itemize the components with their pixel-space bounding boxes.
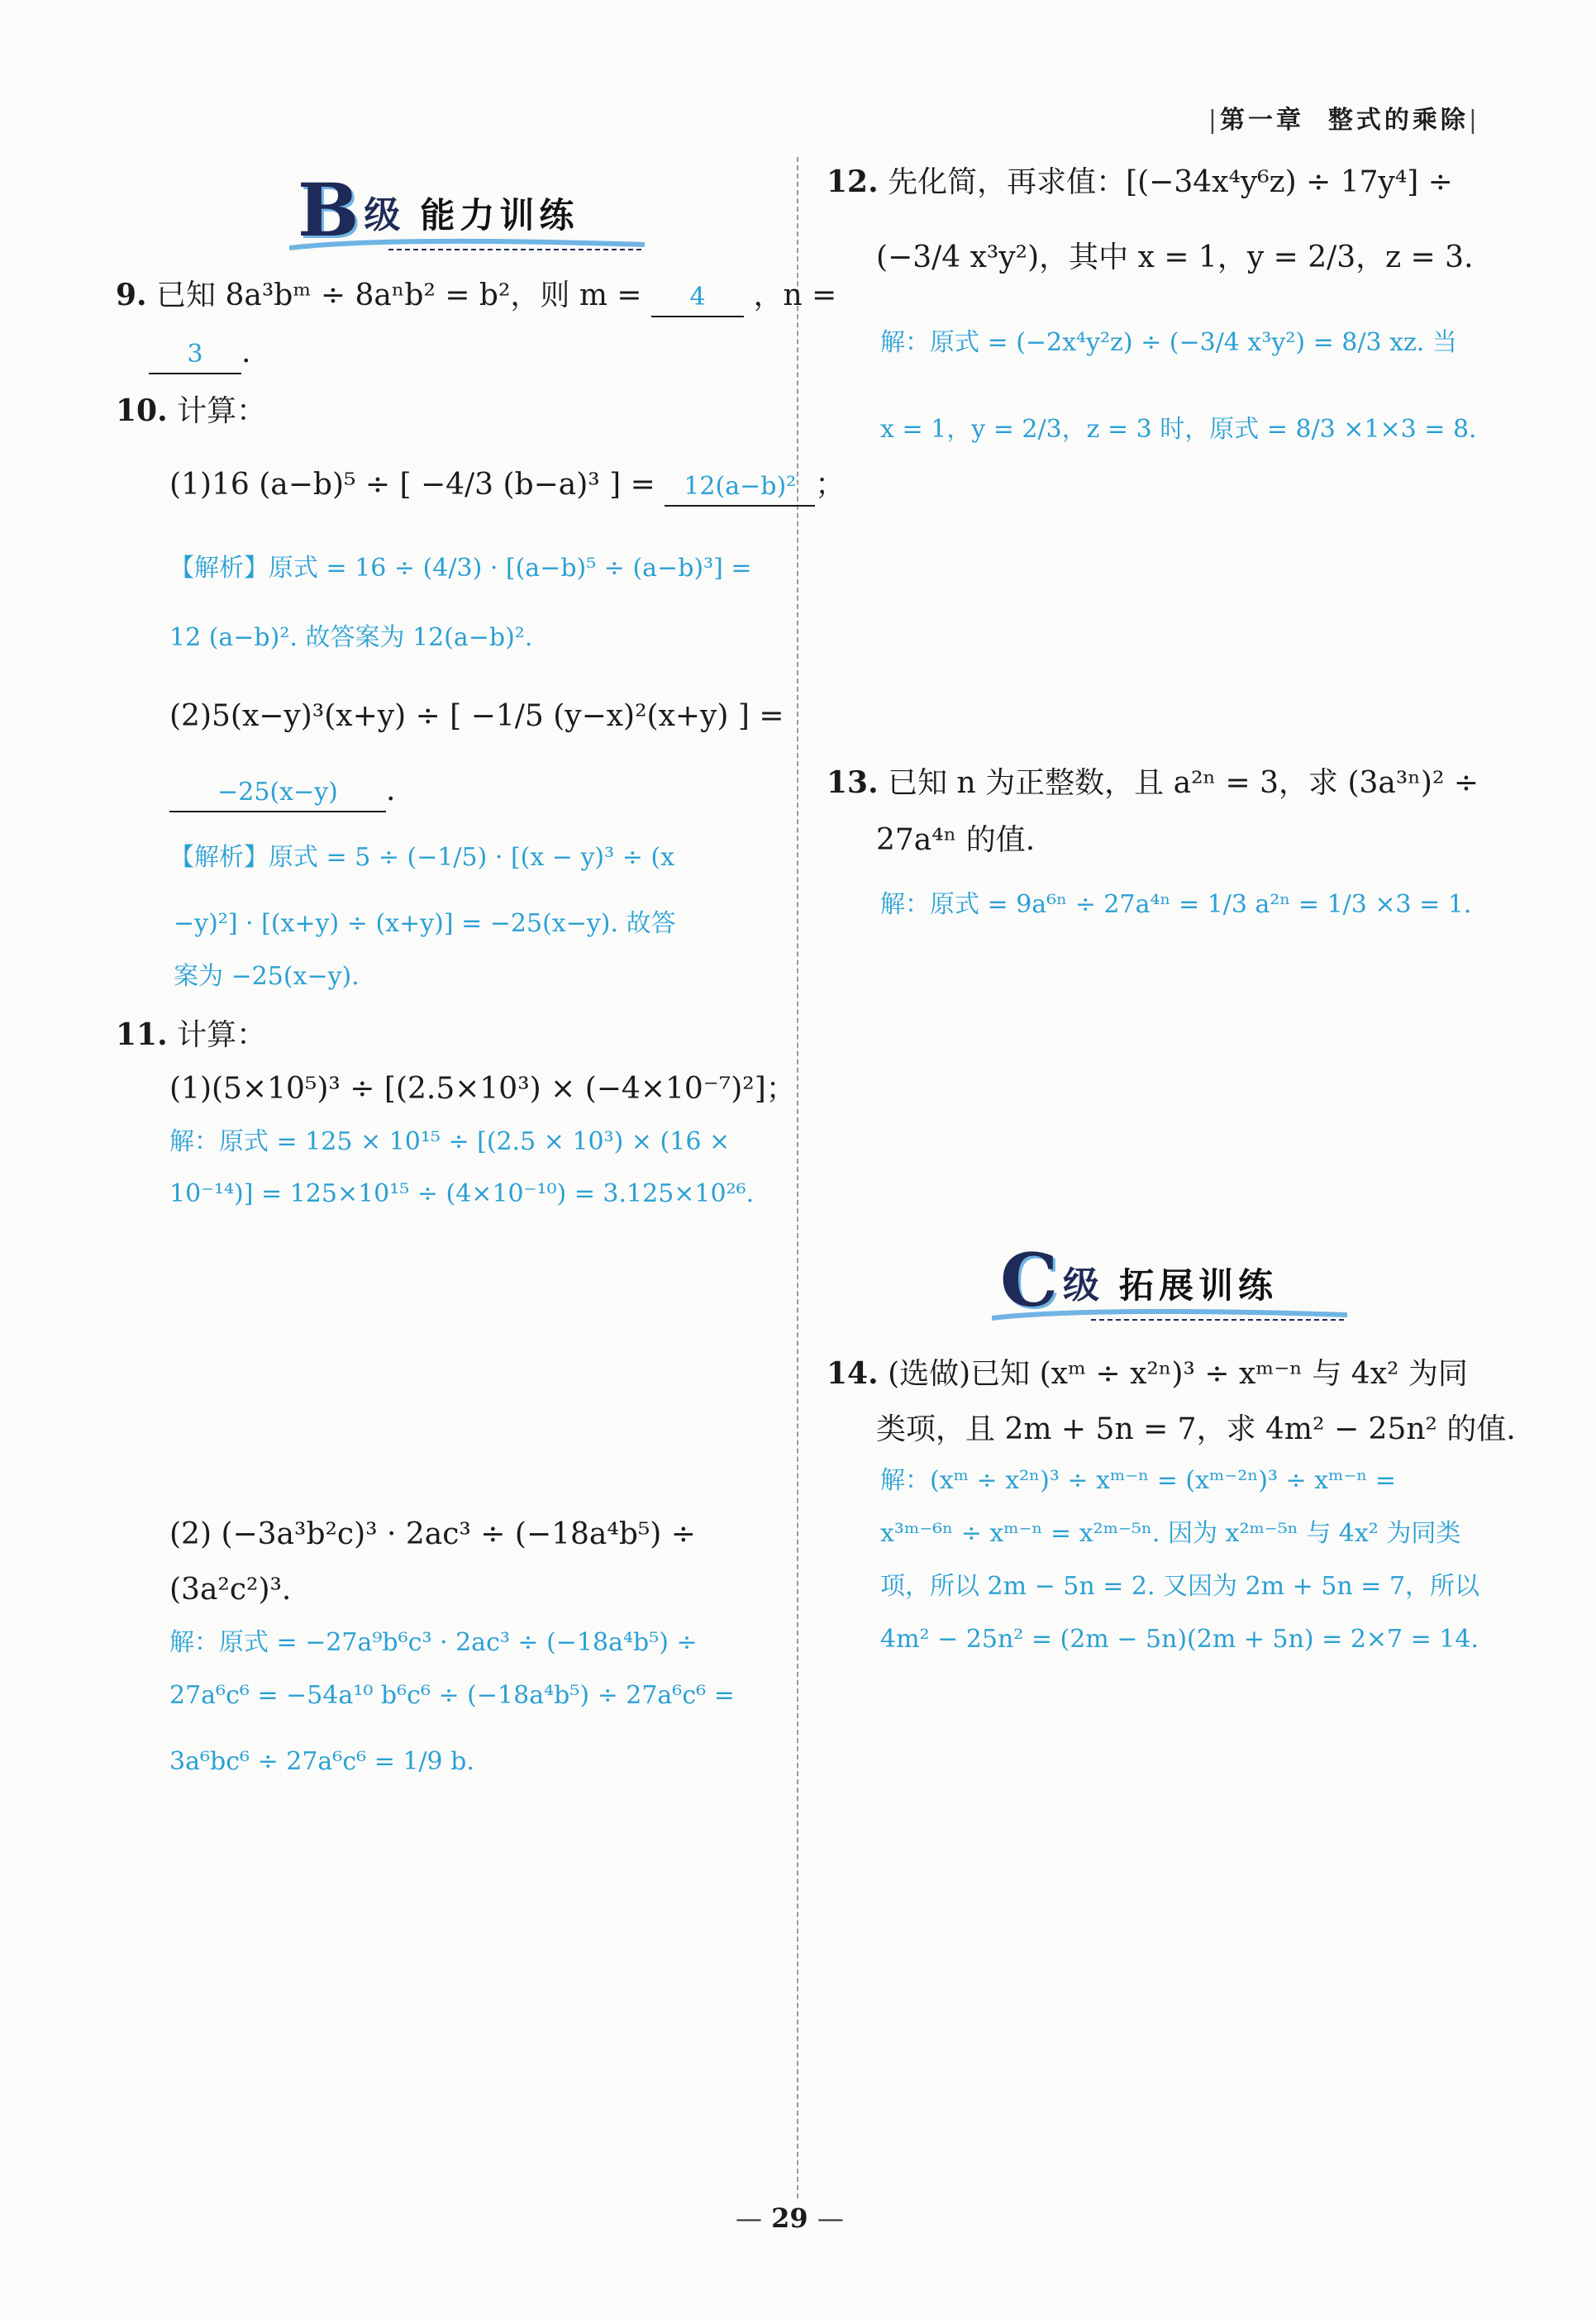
page-number-value: 29	[771, 2202, 808, 2234]
section-b-title	[298, 167, 579, 253]
q10-p1-blank: 12(a−b)²	[665, 469, 815, 507]
page-number: — 29 —	[736, 2202, 844, 2234]
q10-p1-text: (1)16 (a−b)⁵ ÷ [ −4/3 (b−a)³ ] =	[169, 468, 655, 502]
q14-solution-b: x³ᵐ⁻⁶ⁿ ÷ xᵐ⁻ⁿ = x²ᵐ⁻⁵ⁿ. 因为 x²ᵐ⁻⁵ⁿ 与 4x² 为同类	[880, 1519, 1461, 1548]
section-b-letter: B	[298, 167, 360, 253]
q13-line1	[827, 764, 1479, 802]
q14-solution-d: 4m² − 25n² = (2m − 5n)(2m + 5n) = 2×7 = 14.	[880, 1625, 1479, 1654]
section-c-title	[1000, 1237, 1279, 1323]
q10-p2-analysis-c: 案为 −25(x−y).	[174, 962, 360, 991]
q10-part2	[169, 698, 784, 735]
q12-number: 12.	[827, 164, 879, 199]
q9-line2: 3 .	[149, 335, 250, 374]
column-divider	[797, 157, 798, 2198]
running-header: |第一章 整式的乘除|	[1208, 106, 1480, 135]
q11-p2-solution-b: 27a⁶c⁶ = −54a¹⁰ b⁶c⁶ ÷ (−18a⁴b⁵) ÷ 27a⁶c⁶ =	[169, 1681, 735, 1710]
q11-p2-text-a: (2) (−3a³b²c)³ · 2ac³ ÷ (−18a⁴b⁵) ÷	[169, 1517, 696, 1551]
q14-line1	[827, 1355, 1468, 1393]
q10-part1: (1)16 (a−b)⁵ ÷ [ −4/3 (b−a)³ ] = 12(a−b)² ；	[169, 467, 845, 507]
q10-p2-analysis-b: −y)²] · [(x+y) ÷ (x+y)] = −25(x−y). 故答	[174, 909, 676, 938]
q10-number: 10.	[116, 393, 168, 428]
section-c-level: 级	[1063, 1264, 1100, 1307]
q12-text-a: 先化简，再求值：[(−34x⁴y⁶z) ÷ 17y⁴] ÷	[888, 165, 1453, 199]
q10-title: 计算：	[177, 394, 267, 428]
q12-solution-a: 解：原式 = (−2x⁴y²z) ÷ (−3/4 x³y²) = 8/3 xz. 当	[880, 328, 1457, 357]
q10-p2-analysis-a: 【解析】原式 = 5 ÷ (−1/5) · [(x − y)³ ÷ (x	[169, 843, 674, 872]
q13-solution: 解：原式 = 9a⁶ⁿ ÷ 27a⁴ⁿ = 1/3 a²ⁿ = 1/3 ×3 = 1.	[880, 890, 1472, 919]
q10-p1-analysis-b: 12 (a−b)². 故答案为 12(a−b)².	[169, 623, 533, 652]
q11-p1-solution-b: 10⁻¹⁴)] = 125×10¹⁵ ÷ (4×10⁻¹⁰) = 3.125×10²⁶.	[169, 1179, 755, 1208]
q14-text-a: (选做)已知 (xᵐ ÷ x²ⁿ)³ ÷ xᵐ⁻ⁿ 与 4x² 为同	[888, 1357, 1468, 1391]
q14-solution-a: 解：(xᵐ ÷ x²ⁿ)³ ÷ xᵐ⁻ⁿ = (xᵐ⁻²ⁿ)³ ÷ xᵐ⁻ⁿ =	[880, 1466, 1397, 1495]
q9-blank-m: 4	[651, 279, 744, 317]
q11-p2-solution-a: 解：原式 = −27a⁹b⁶c³ · 2ac³ ÷ (−18a⁴b⁵) ÷	[169, 1628, 698, 1657]
section-b-level: 级	[364, 194, 401, 236]
q13-text-a: 已知 n 为正整数，且 a²ⁿ = 3，求 (3a³ⁿ)² ÷	[888, 766, 1479, 800]
q10-p2-blank: −25(x−y)	[169, 774, 386, 812]
q11-p1-solution-a: 解：原式 = 125 × 10¹⁵ ÷ [(2.5 × 10³) × (16 ×	[169, 1127, 731, 1156]
q10-p2-text: (2)5(x−y)³(x+y) ÷ [ −1/5 (y−x)²(x+y) ] =	[169, 699, 784, 733]
chapter-title: 整式的乘除	[1327, 106, 1469, 135]
q11-number: 11.	[116, 1017, 168, 1052]
q13-text-b: 27a⁴ⁿ 的值.	[876, 823, 1036, 857]
q9-text-a: 已知 8a³bᵐ ÷ 8aⁿb² = b²，则 m =	[156, 279, 642, 312]
q9-text-b: ，n =	[753, 279, 837, 312]
section-c-letter: C	[1000, 1237, 1059, 1323]
q10-p2-answer-line: −25(x−y) .	[169, 773, 395, 812]
q11-p1-text: (1)(5×10⁵)³ ÷ [(2.5×10³) × (−4×10⁻⁷)²]；	[169, 1072, 796, 1106]
q9-line1	[116, 277, 836, 317]
q11-heading	[116, 1017, 266, 1054]
q14-text-b: 类项，且 2m + 5n = 7，求 4m² − 25n² 的值.	[876, 1412, 1516, 1446]
q12-text-b: (−3/4 x³y²)，其中 x = 1，y = 2/3，z = 3.	[876, 240, 1474, 274]
q12-solution-b: x = 1，y = 2/3，z = 3 时，原式 = 8/3 ×1×3 = 8.	[880, 415, 1477, 444]
q11-p2-solution-c: 3a⁶bc⁶ ÷ 27a⁶c⁶ = 1/9 b.	[169, 1747, 474, 1776]
q10-p1-analysis-a: 【解析】原式 = 16 ÷ (4/3) · [(a−b)⁵ ÷ (a−b)³] =	[169, 554, 752, 583]
q13-number: 13.	[827, 765, 879, 800]
swoosh-decoration-icon	[289, 233, 653, 253]
section-b-name: 能力训练	[420, 195, 579, 236]
q14-number: 14.	[827, 1356, 879, 1391]
q9-number: 9.	[116, 278, 147, 312]
q9-blank-n: 3	[149, 336, 241, 374]
section-c-name: 拓展训练	[1119, 1265, 1279, 1306]
chapter-label: 第一章	[1220, 106, 1304, 135]
q11-p2-text-b: (3a²c²)³.	[169, 1573, 292, 1607]
swoosh-decoration-icon	[992, 1303, 1355, 1323]
q10-heading	[116, 393, 266, 430]
q11-title: 计算：	[177, 1018, 267, 1052]
q14-solution-c: 项，所以 2m − 5n = 2. 又因为 2m + 5n = 7，所以	[880, 1572, 1480, 1601]
q12-line1	[827, 164, 1453, 201]
